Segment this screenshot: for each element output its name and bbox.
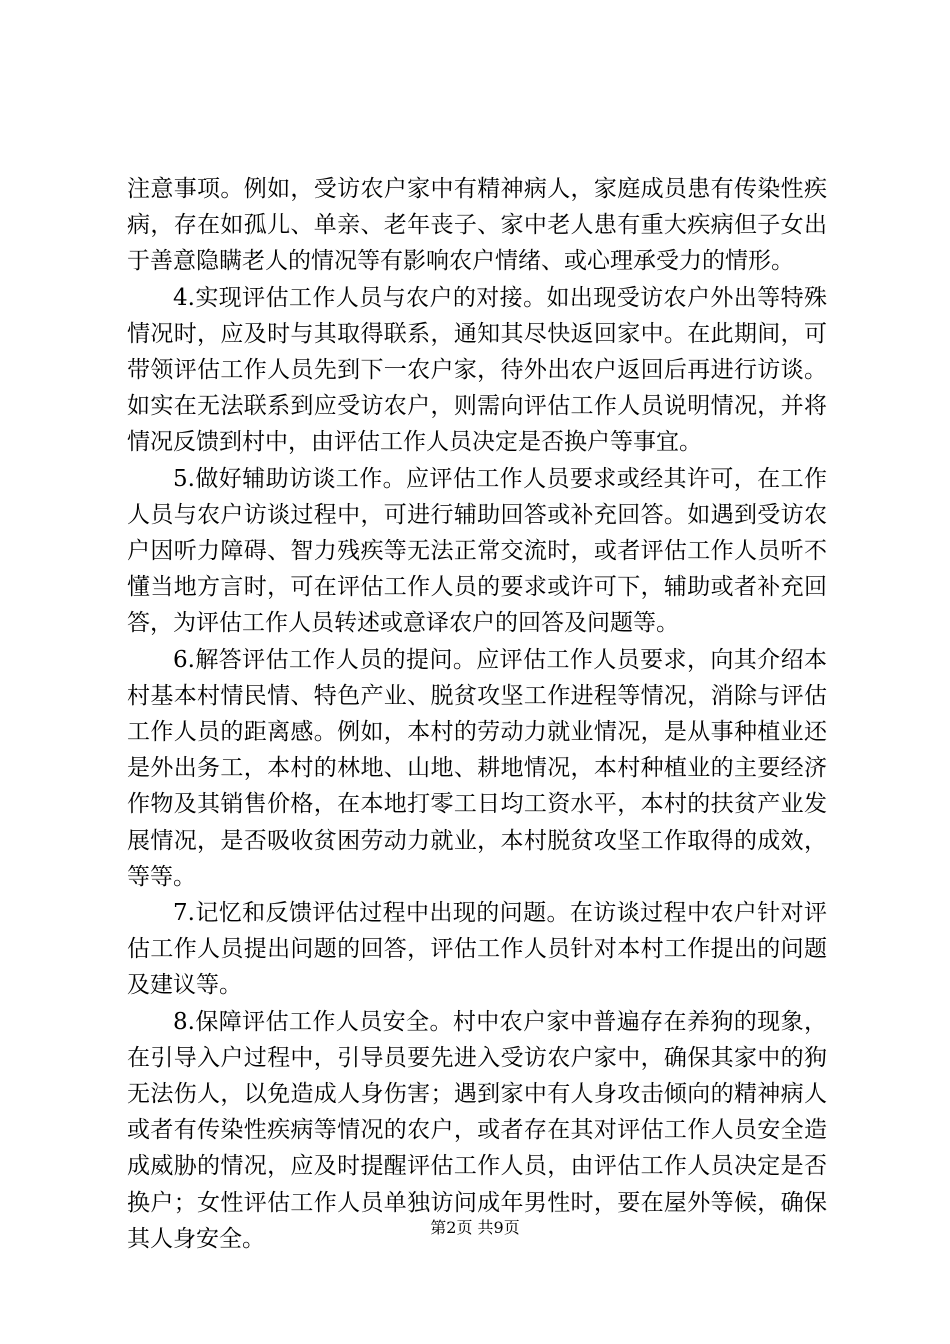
document-body <box>127 171 827 1257</box>
paragraph-item-4: 4.实现评估工作人员与农户的对接。如出现受访农户外出等特殊情况时，应及时与其取得联系，通知其尽快返回家中。在此期间，可带领评估工作人员先到下一农户家，待外出农户返回后再进行访谈。如实在无法联系到应受访农户，则需向评估工作人员说明情况，并将情况反馈到村中，由评估工作人员决定是否换户等事宜。 <box>127 284 827 456</box>
paragraph-item-7: 7.记忆和反馈评估过程中出现的问题。在访谈过程中农户针对评估工作人员提出问题的回答，评估工作人员针对本村工作提出的问题及建议等。 <box>127 900 827 999</box>
paragraph-item-6: 6.解答评估工作人员的提问。应评估工作人员要求，向其介绍本村基本村情民情、特色产业、脱贫攻坚工作进程等情况，消除与评估工作人员的距离感。例如，本村的劳动力就业情况，是从事种植业还是外出务工，本村的林地、山地、耕地情况，本村种植业的主要经济作物及其销售价格，在本地打零工日均工资水平，本村的扶贫产业发展情况，是否吸收贫困劳动力就业，本村脱贫攻坚工作取得的成效，等等。 <box>127 646 827 890</box>
page-number-label: 第2页 共9页 <box>430 1218 520 1237</box>
paragraph-continuation: 注意事项。例如，受访农户家中有精神病人，家庭成员患有传染性疾病，存在如孤儿、单亲、老年丧子、家中老人患有重大疾病但子女出于善意隐瞒老人的情况等有影响农户情绪、或心理承受力的情形。 <box>127 176 827 275</box>
paragraph-item-5: 5.做好辅助访谈工作。应评估工作人员要求或经其许可，在工作人员与农户访谈过程中，可进行辅助回答或补充回答。如遇到受访农户因听力障碍、智力残疾等无法正常交流时，或者评估工作人员听不懂当地方言时，可在评估工作人员的要求或许可下，辅助或者补充回答，为评估工作人员转述或意译农户的回答及问题等。 <box>127 465 827 637</box>
page-footer <box>0 1218 950 1238</box>
paragraph-item-8: 8.保障评估工作人员安全。村中农户家中普遍存在养狗的现象，在引导入户过程中，引导员要先进入受访农户家中，确保其家中的狗无法伤人，以免造成人身伤害；遇到家中有人身攻击倾向的精神病人或者有传染性疾病等情况的农户，或者存在其对评估工作人员安全造成威胁的情况，应及时提醒评估工作人员，由评估工作人员决定是否换户；女性评估工作人员单独访问成年男性时，要在屋外等候，确保其人身安全。 <box>127 1008 827 1252</box>
